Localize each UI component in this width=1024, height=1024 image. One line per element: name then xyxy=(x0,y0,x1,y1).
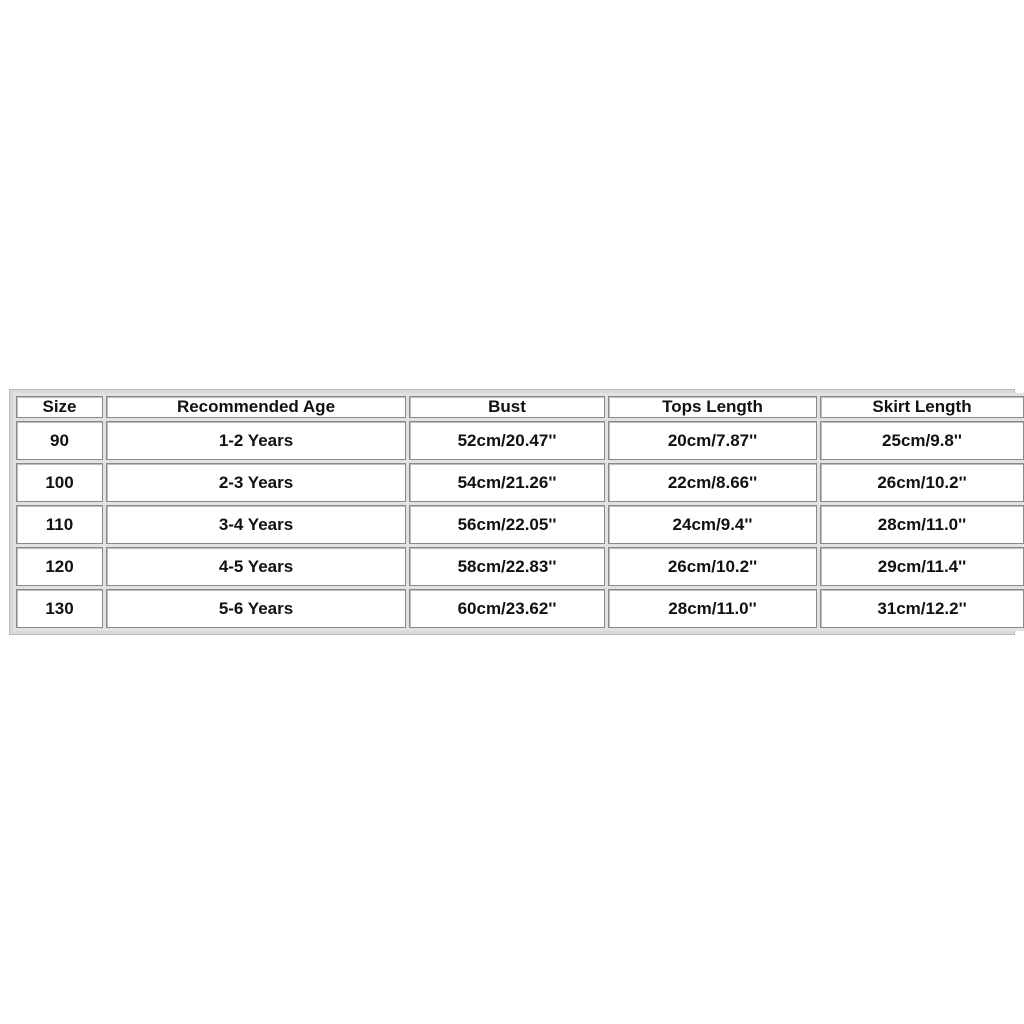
cell-age: 3-4 Years xyxy=(106,505,406,544)
cell-bust: 54cm/21.26'' xyxy=(409,463,605,502)
cell-skirt-length: 29cm/11.4'' xyxy=(820,547,1024,586)
cell-tops-length: 28cm/11.0'' xyxy=(608,589,817,628)
cell-tops-length: 24cm/9.4'' xyxy=(608,505,817,544)
cell-size: 100 xyxy=(16,463,103,502)
cell-bust: 52cm/20.47'' xyxy=(409,421,605,460)
cell-size: 90 xyxy=(16,421,103,460)
header-recommended-age: Recommended Age xyxy=(106,396,406,418)
cell-bust: 60cm/23.62'' xyxy=(409,589,605,628)
table-row xyxy=(16,547,1024,586)
table-row xyxy=(16,421,1024,460)
cell-age: 2-3 Years xyxy=(106,463,406,502)
cell-tops-length: 26cm/10.2'' xyxy=(608,547,817,586)
table-row xyxy=(16,505,1024,544)
cell-tops-length: 22cm/8.66'' xyxy=(608,463,817,502)
cell-size: 130 xyxy=(16,589,103,628)
cell-skirt-length: 28cm/11.0'' xyxy=(820,505,1024,544)
header-skirt-length: Skirt Length xyxy=(820,396,1024,418)
cell-skirt-length: 25cm/9.8'' xyxy=(820,421,1024,460)
header-row xyxy=(16,396,1024,418)
cell-age: 5-6 Years xyxy=(106,589,406,628)
size-table xyxy=(13,393,1024,631)
cell-bust: 56cm/22.05'' xyxy=(409,505,605,544)
header-tops-length: Tops Length xyxy=(608,396,817,418)
cell-age: 1-2 Years xyxy=(106,421,406,460)
cell-bust: 58cm/22.83'' xyxy=(409,547,605,586)
table-row xyxy=(16,589,1024,628)
table-row xyxy=(16,463,1024,502)
header-bust: Bust xyxy=(409,396,605,418)
cell-size: 110 xyxy=(16,505,103,544)
header-size: Size xyxy=(16,396,103,418)
cell-skirt-length: 31cm/12.2'' xyxy=(820,589,1024,628)
cell-tops-length: 20cm/7.87'' xyxy=(608,421,817,460)
cell-age: 4-5 Years xyxy=(106,547,406,586)
size-chart xyxy=(9,389,1015,635)
cell-size: 120 xyxy=(16,547,103,586)
cell-skirt-length: 26cm/10.2'' xyxy=(820,463,1024,502)
